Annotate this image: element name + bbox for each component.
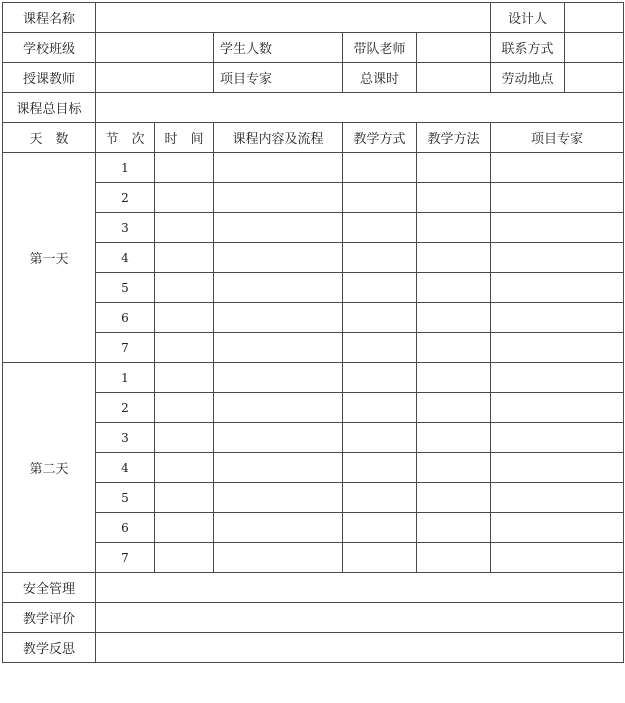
time-cell[interactable] xyxy=(155,303,214,333)
teaching-method-cell[interactable] xyxy=(417,333,491,363)
table-row xyxy=(3,333,624,363)
time-cell[interactable] xyxy=(155,393,214,423)
col-header-time: 时 间 xyxy=(155,123,214,153)
total-hours-field[interactable] xyxy=(417,63,491,93)
contact-field[interactable] xyxy=(565,33,624,63)
teaching-mode-cell[interactable] xyxy=(343,243,417,273)
row-course-name xyxy=(3,3,624,33)
session-number: 6 xyxy=(96,513,155,543)
expert-cell[interactable] xyxy=(491,453,624,483)
table-row xyxy=(3,513,624,543)
content-cell[interactable] xyxy=(214,273,343,303)
teaching-mode-cell[interactable] xyxy=(343,333,417,363)
session-number: 4 xyxy=(96,453,155,483)
content-cell[interactable] xyxy=(214,483,343,513)
table-row xyxy=(3,363,624,393)
col-header-teaching-method: 教学方法 xyxy=(417,123,491,153)
session-number: 3 xyxy=(96,423,155,453)
row-school-class xyxy=(3,33,624,63)
teaching-mode-cell[interactable] xyxy=(343,153,417,183)
content-cell[interactable] xyxy=(214,153,343,183)
content-cell[interactable] xyxy=(214,363,343,393)
contact-label: 联系方式 xyxy=(491,33,565,63)
session-number: 3 xyxy=(96,213,155,243)
teaching-method-cell[interactable] xyxy=(417,303,491,333)
project-expert-cell[interactable] xyxy=(214,63,343,93)
table-row xyxy=(3,183,624,213)
student-count-cell[interactable] xyxy=(214,33,343,63)
table-row xyxy=(3,423,624,453)
course-plan-table xyxy=(2,2,624,663)
time-cell[interactable] xyxy=(155,183,214,213)
expert-cell[interactable] xyxy=(491,513,624,543)
teaching-mode-cell[interactable] xyxy=(343,273,417,303)
teaching-method-cell[interactable] xyxy=(417,243,491,273)
row-evaluation xyxy=(3,603,624,633)
expert-cell[interactable] xyxy=(491,213,624,243)
time-cell[interactable] xyxy=(155,453,214,483)
lead-teacher-label: 带队老师 xyxy=(343,33,417,63)
col-header-day: 天 数 xyxy=(3,123,96,153)
time-cell[interactable] xyxy=(155,483,214,513)
school-class-field[interactable] xyxy=(96,33,214,63)
total-hours-label: 总课时 xyxy=(343,63,417,93)
teaching-method-cell[interactable] xyxy=(417,513,491,543)
content-cell[interactable] xyxy=(214,543,343,573)
col-header-expert: 项目专家 xyxy=(491,123,624,153)
labor-location-label: 劳动地点 xyxy=(491,63,565,93)
row-course-goal xyxy=(3,93,624,123)
teaching-method-cell[interactable] xyxy=(417,423,491,453)
safety-field[interactable] xyxy=(96,573,624,603)
content-cell[interactable] xyxy=(214,183,343,213)
expert-cell[interactable] xyxy=(491,333,624,363)
time-cell[interactable] xyxy=(155,363,214,393)
content-cell[interactable] xyxy=(214,243,343,273)
content-cell[interactable] xyxy=(214,213,343,243)
table-row xyxy=(3,393,624,423)
teaching-method-cell[interactable] xyxy=(417,273,491,303)
teaching-mode-cell[interactable] xyxy=(343,363,417,393)
instructor-label: 授课教师 xyxy=(3,63,96,93)
teaching-method-cell[interactable] xyxy=(417,183,491,213)
time-cell[interactable] xyxy=(155,543,214,573)
teaching-mode-cell[interactable] xyxy=(343,213,417,243)
project-expert-label: 项目专家 xyxy=(220,72,273,87)
session-number: 4 xyxy=(96,243,155,273)
table-row xyxy=(3,543,624,573)
content-cell[interactable] xyxy=(214,423,343,453)
course-goal-label: 课程总目标 xyxy=(3,93,96,123)
teaching-mode-cell[interactable] xyxy=(343,453,417,483)
time-cell[interactable] xyxy=(155,243,214,273)
course-goal-field[interactable] xyxy=(96,93,624,123)
table-row xyxy=(3,153,624,183)
col-header-teaching-mode: 教学方式 xyxy=(343,123,417,153)
teaching-mode-cell[interactable] xyxy=(343,513,417,543)
content-cell[interactable] xyxy=(214,513,343,543)
time-cell[interactable] xyxy=(155,213,214,243)
teaching-mode-cell[interactable] xyxy=(343,423,417,453)
expert-cell[interactable] xyxy=(491,543,624,573)
time-cell[interactable] xyxy=(155,153,214,183)
expert-cell[interactable] xyxy=(491,303,624,333)
time-cell[interactable] xyxy=(155,423,214,453)
session-number: 7 xyxy=(96,333,155,363)
student-count-label: 学生人数 xyxy=(220,42,273,57)
teaching-method-cell[interactable] xyxy=(417,153,491,183)
expert-cell[interactable] xyxy=(491,243,624,273)
row-reflection xyxy=(3,633,624,663)
instructor-field[interactable] xyxy=(96,63,214,93)
content-cell[interactable] xyxy=(214,303,343,333)
session-number: 1 xyxy=(96,363,155,393)
time-cell[interactable] xyxy=(155,273,214,303)
content-cell[interactable] xyxy=(214,333,343,363)
teaching-method-cell[interactable] xyxy=(417,213,491,243)
session-number: 1 xyxy=(96,153,155,183)
reflection-label: 教学反思 xyxy=(3,633,96,663)
time-cell[interactable] xyxy=(155,513,214,543)
content-cell[interactable] xyxy=(214,393,343,423)
col-header-content: 课程内容及流程 xyxy=(214,123,343,153)
expert-cell[interactable] xyxy=(491,363,624,393)
row-column-headers xyxy=(3,123,624,153)
teaching-method-cell[interactable] xyxy=(417,483,491,513)
teaching-mode-cell[interactable] xyxy=(343,183,417,213)
expert-cell[interactable] xyxy=(491,273,624,303)
session-number: 2 xyxy=(96,183,155,213)
table-row xyxy=(3,243,624,273)
teaching-mode-cell[interactable] xyxy=(343,543,417,573)
day-label: 第二天 xyxy=(3,363,96,573)
safety-label: 安全管理 xyxy=(3,573,96,603)
teaching-method-cell[interactable] xyxy=(417,543,491,573)
content-cell[interactable] xyxy=(214,453,343,483)
table-row xyxy=(3,453,624,483)
expert-cell[interactable] xyxy=(491,183,624,213)
teaching-method-cell[interactable] xyxy=(417,393,491,423)
expert-cell[interactable] xyxy=(491,483,624,513)
table-row xyxy=(3,303,624,333)
evaluation-field[interactable] xyxy=(96,603,624,633)
time-cell[interactable] xyxy=(155,333,214,363)
table-row xyxy=(3,483,624,513)
teaching-mode-cell[interactable] xyxy=(343,303,417,333)
teaching-mode-cell[interactable] xyxy=(343,393,417,423)
table-row xyxy=(3,213,624,243)
session-number: 5 xyxy=(96,273,155,303)
row-safety xyxy=(3,573,624,603)
reflection-field[interactable] xyxy=(96,633,624,663)
course-name-field[interactable] xyxy=(96,3,491,33)
designer-label: 设计人 xyxy=(491,3,565,33)
session-number: 5 xyxy=(96,483,155,513)
lead-teacher-field[interactable] xyxy=(417,33,491,63)
day-label: 第一天 xyxy=(3,153,96,363)
table-row xyxy=(3,273,624,303)
course-name-label: 课程名称 xyxy=(3,3,96,33)
school-class-label: 学校班级 xyxy=(3,33,96,63)
expert-cell[interactable] xyxy=(491,423,624,453)
evaluation-label: 教学评价 xyxy=(3,603,96,633)
designer-field[interactable] xyxy=(565,3,624,33)
col-header-session: 节 次 xyxy=(96,123,155,153)
session-number: 7 xyxy=(96,543,155,573)
expert-cell[interactable] xyxy=(491,153,624,183)
teaching-method-cell[interactable] xyxy=(417,453,491,483)
teaching-method-cell[interactable] xyxy=(417,363,491,393)
session-number: 6 xyxy=(96,303,155,333)
row-instructor xyxy=(3,63,624,93)
teaching-mode-cell[interactable] xyxy=(343,483,417,513)
session-number: 2 xyxy=(96,393,155,423)
labor-location-field[interactable] xyxy=(565,63,624,93)
expert-cell[interactable] xyxy=(491,393,624,423)
